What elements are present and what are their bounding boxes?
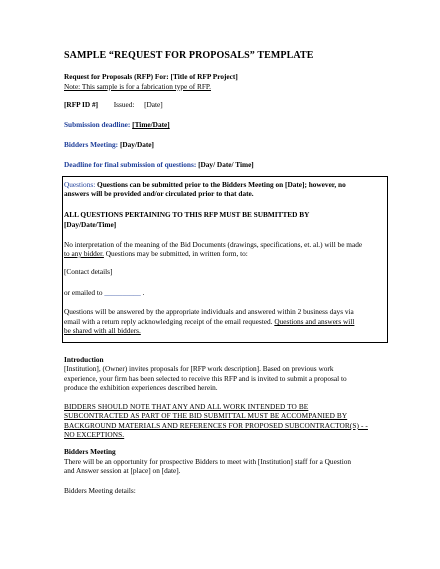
questions-label: Questions: xyxy=(64,180,96,189)
emailed-dot: . xyxy=(140,288,145,297)
bidders-meeting-heading: Bidders Meeting xyxy=(64,447,116,456)
questions-line-1 xyxy=(64,180,346,189)
issued-label: Issued: xyxy=(113,100,135,109)
no-interpretation-line-2 xyxy=(64,249,248,258)
questions-text-1: Questions can be submitted prior to the Bidders Meeting on [Date]; however, no xyxy=(95,180,346,189)
emailed-line xyxy=(64,288,144,297)
contact-details: [Contact details] xyxy=(64,267,113,276)
submission-deadline-value: [Time/Date] xyxy=(132,120,170,129)
to-any-bidder: to any bidder. xyxy=(64,249,104,258)
bidders-note-line-3: BACKGROUND MATERIALS AND REFERENCES FOR PROPOSED SUBCONTRACTOR(S) - - xyxy=(64,421,368,430)
answered-line-1: Questions will be answered by the appropriate individuals and answered within 2 business days via xyxy=(64,307,354,316)
introduction-line-1: [Institution], (Owner) invites proposals for [RFP work description]. Based on previous work xyxy=(64,364,334,373)
rfp-for-label: Request for Proposals (RFP) For: xyxy=(64,72,171,81)
bidders-meeting-value: [Day/Date] xyxy=(119,140,154,149)
questions-written-form: Questions may be submitted, in written form, to: xyxy=(103,249,248,258)
rfp-id-line xyxy=(64,100,163,109)
bidders-note-line-1: BIDDERS SHOULD NOTE THAT ANY AND ALL WORK INTENDED TO BE xyxy=(64,402,309,411)
submission-deadline-line xyxy=(64,120,170,129)
introduction-line-3: produce the exhibition experiences described herein. xyxy=(64,383,218,392)
submission-deadline-label: Submission deadline: xyxy=(64,120,133,129)
answered-text-2b: Questions and answers will xyxy=(274,317,355,326)
issued-value: [Date] xyxy=(144,100,163,109)
questions-text-2: answers will be provided and/or circulated prior to that date. xyxy=(64,189,254,198)
email-blank-link[interactable]: __________ xyxy=(104,288,141,297)
bidders-meeting-line-1: There will be an opportunity for prospective Bidders to meet with [Institution] staff for a Question xyxy=(64,457,352,466)
introduction-line-2: experience, your firm has been selected to receive this RFP and is invited to submit a proposal to xyxy=(64,374,347,383)
no-interpretation-line-1: No interpretation of the meaning of the Bid Documents (drawings, specifications, et. al.) will be made xyxy=(64,240,363,249)
fabrication-note: Note: This sample is for a fabrication type of RFP. xyxy=(64,82,211,91)
bidders-meeting-line-2: and Answer session at [place] on [date]. xyxy=(64,466,181,475)
rfp-for-value: [Title of RFP Project] xyxy=(170,72,238,81)
rfp-id-label: [RFP ID #] xyxy=(64,100,99,109)
emailed-label: or emailed to xyxy=(64,288,105,297)
all-questions-line-2: [Day/Date/Time] xyxy=(64,220,117,229)
bidders-meeting-label: Bidders Meeting: xyxy=(64,140,120,149)
introduction-heading: Introduction xyxy=(64,355,104,364)
answered-text-2a: email with a return reply acknowledging receipt of the email requested. xyxy=(64,317,275,326)
deadline-questions-value: [Day/ Date/ Time] xyxy=(198,160,254,169)
answered-line-3: be shared with all bidders. xyxy=(64,326,141,335)
bidders-meeting-details: Bidders Meeting details: xyxy=(64,486,136,495)
deadline-questions-label: Deadline for final submission of questions: xyxy=(64,160,199,169)
bidders-note-line-2: SUBCONTRACTED AS PART OF THE BID SUBMITTAL MUST BE ACCOMPANIED BY xyxy=(64,411,348,420)
rfp-for-line xyxy=(64,72,238,81)
answered-line-2 xyxy=(64,317,354,326)
page-title: SAMPLE “REQUEST FOR PROPOSALS” TEMPLATE xyxy=(64,50,314,61)
deadline-questions-line xyxy=(64,160,254,169)
bidders-meeting-line xyxy=(64,140,154,149)
all-questions-line-1: ALL QUESTIONS PERTAINING TO THIS RFP MUST BE SUBMITTED BY xyxy=(64,210,310,219)
bidders-note-line-4: NO EXCEPTIONS. xyxy=(64,430,125,439)
